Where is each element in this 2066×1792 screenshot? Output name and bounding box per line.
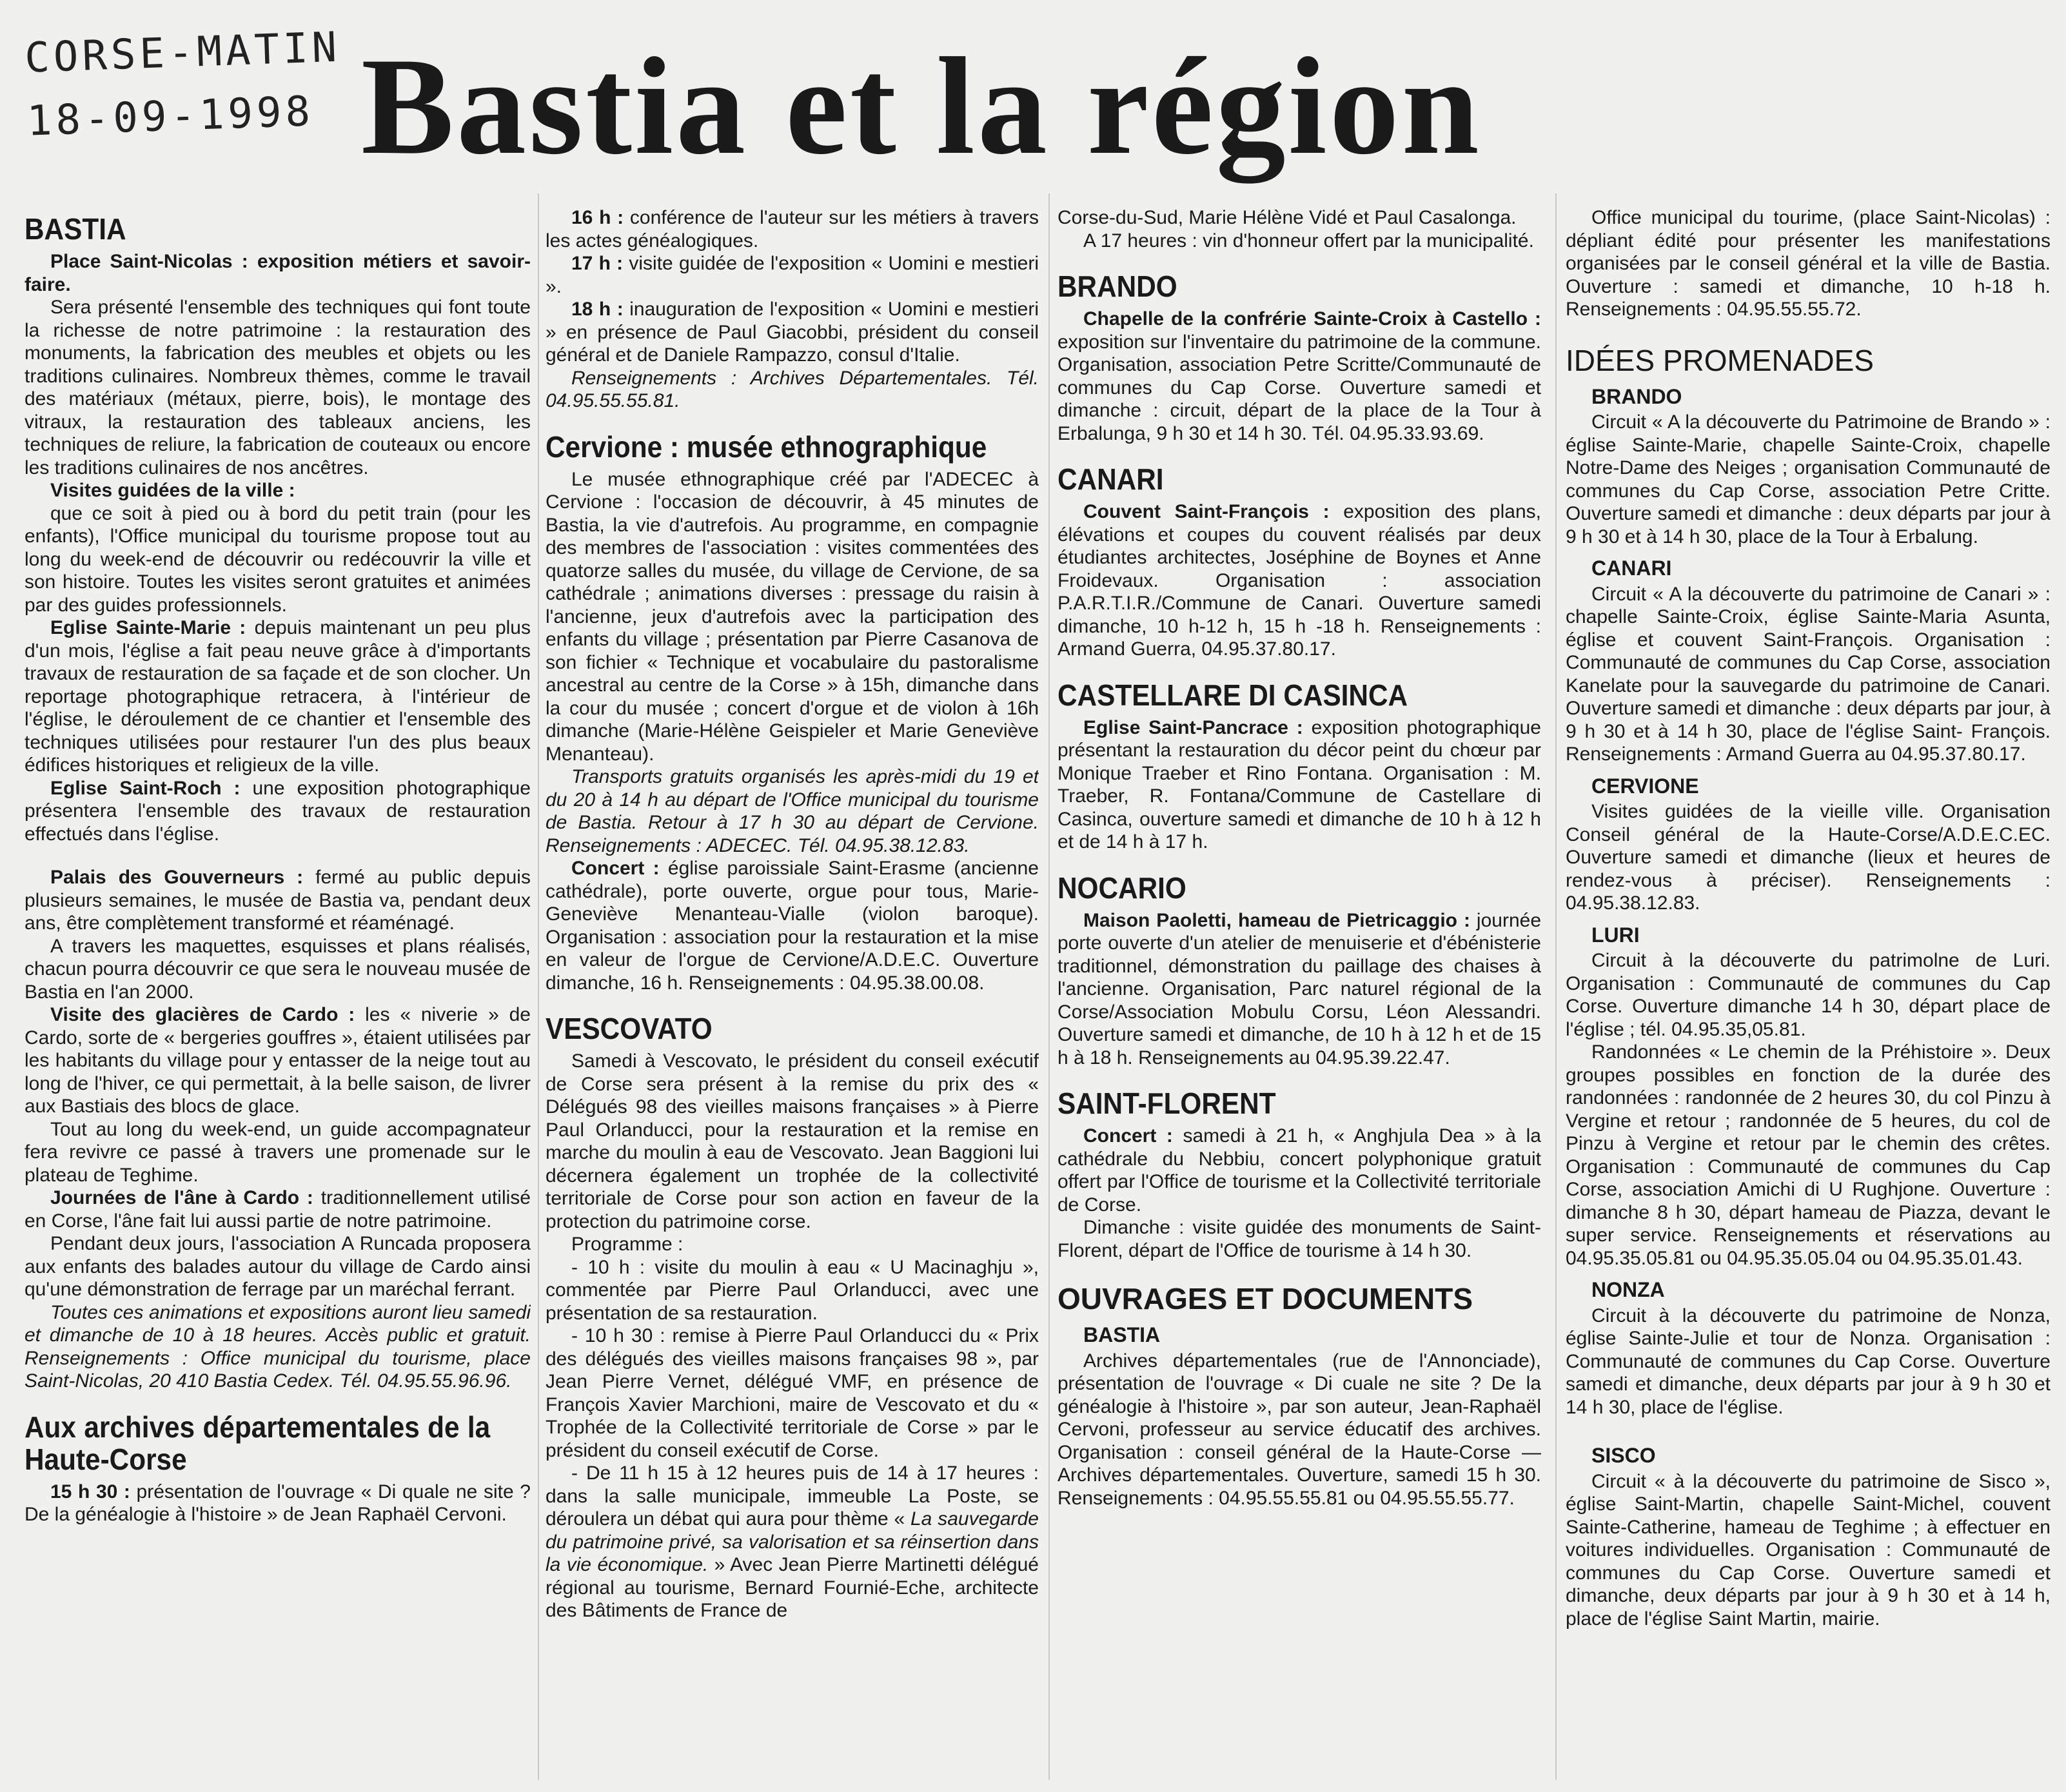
lead-in: Journées de l'âne à Cardo : (50, 1187, 313, 1208)
paragraph: Circuit « à la découverte du patrimoine de Sisco », église Saint-Martin, chapelle Saint-Michel, couvent Sainte-Catherine, hameau de Teghime ; à effectuer en voitures individuelles. Organisation : Communauté de communes du Cap Corse. Ouverture samedi et dimanche, deux départs par jour à 9 h 30 et à 14 h, place de l'église Saint Martin, mairie. (1566, 1470, 2051, 1630)
lead-in: Eglise Saint-Pancrace : (1083, 716, 1303, 738)
lead-in: 18 h : (571, 299, 624, 320)
subsection-heading: CERVIONE (1591, 774, 1699, 798)
subsection-heading: SISCO (1591, 1444, 1656, 1467)
paragraph: - De 11 h 15 à 12 heures puis de 14 à 17 heures : dans la salle municipale, immeuble La Poste, se déroulera un débat qui aura pour thème « La sauvegarde du patrimoine privé, sa valorisation et sa réinsertion dans la vie économique. » Avec Jean Pierre Martinetti délégué régional au tourisme, Bernard Fournié-Eche, architecte des Bâtiments de France de (546, 1462, 1039, 1621)
paragraph: - 10 h : visite du moulin à eau « U Macinaghju », commentée par Pierre Paul Orlanducci, avec une présentation de sa restauration. (546, 1256, 1039, 1324)
paragraph: Samedi à Vescovato, le président du conseil exécutif de Corse sera présent à la remise du prix des « Délégués 98 des vieilles maisons françaises » à Pierre Paul Orlanducci, pour la restauration et la remise en marche du moulin à eau de Vescovato. Jean Baggioni lui décernera également un trophée de la collectivité territoriale de Corse pour son action en faveur de la protection du patrimoine corse. (546, 1050, 1039, 1232)
section-heading: NOCARIO (1058, 871, 1186, 905)
lead-in: Couvent Saint-François : (1083, 501, 1330, 522)
section-heading: SAINT-FLORENT (1058, 1087, 1276, 1120)
lead-in: Place Saint-Nicolas : exposition métiers et savoir-faire. (25, 251, 531, 295)
lead-in: Visite des glacières de Cardo : (50, 1004, 355, 1025)
subsection-heading: LURI (1591, 923, 1640, 947)
paragraph: A travers les maquettes, esquisses et plans réalisés, chacun pourra découvrir ce que sera le nouveau musée de Bastia en l'an 2000. (25, 935, 531, 1003)
lead-in: Eglise Sainte-Marie : (50, 617, 246, 638)
paragraph (25, 250, 531, 296)
paragraph: Tout au long du week-end, un guide accompagnateur fera revivre ce passé à travers une promenade sur le plateau de Teghime. (25, 1118, 531, 1186)
subsection-heading: BASTIA (1083, 1323, 1161, 1346)
section-heading: BRANDO (1058, 270, 1177, 303)
lead-in: Maison Paoletti, hameau de Pietricaggio : (1083, 909, 1470, 931)
paragraph: que ce soit à pied ou à bord du petit train (pour les enfants), l'Office municipal du tourisme propose tout au long du week-end de découvrir ou redécouvrir la ville et son histoire. Toutes les visites seront gratuites et animées par des guides professionnels. (25, 502, 531, 616)
paragraph: A 17 heures : vin d'honneur offert par la municipalité. (1083, 230, 1534, 251)
lead-in: Concert : (1083, 1125, 1173, 1147)
lead-in: Concert : (571, 858, 660, 879)
section-heading: OUVRAGES ET DOCUMENTS (1058, 1282, 1473, 1315)
paragraph: Concert : samedi à 21 h, « Anghjula Dea » à la cathédrale du Nebbiu, concert polyphonique gratuit offert par l'Office de tourisme et la Collectivité territoriale de Corse. (1058, 1125, 1541, 1216)
paragraph: Randonnées « Le chemin de la Préhistoire ». Deux groupes possibles en fonction de la durée des randonnées : randonnée de 2 heures 30, du col Pinzu à Vergine et retour ; randonnée de 5 heures, du col de Pinzu à Vergine et retour par le chemin des crêtes. Organisation : Communauté de communes du Cap Corse, association Amichi di U Rughjone. Ouverture : dimanche 8 h 30, départ hameau de Piazza, devant le super service. Renseignements et réservations au 04.95.35.05.81 ou 04.95.35.05.04 ou 04.95.35.01.43. (1566, 1041, 2051, 1269)
lead-in: Chapelle de la confrérie Sainte-Croix à Castello : (1083, 308, 1541, 330)
paragraph: Chapelle de la confrérie Sainte-Croix à Castello : exposition sur l'inventaire du patrimoine de la commune. Organisation, association Petre Scritte/Communauté de communes du Cap Corse. Ouverture samedi et dimanche : circuit, départ de la place de la Tour à Erbalunga, 9 h 30 et 14 h 30. Tél. 04.95.33.93.69. (1058, 308, 1541, 444)
paragraph: Journées de l'âne à Cardo : traditionnellement utilisé en Corse, l'âne fait lui aussi partie de notre patrimoine. (25, 1187, 531, 1232)
paragraph: Couvent Saint-François : exposition des plans, élévations et coupes du couvent réalisés par deux étudiantes architectes, Joséphine de Boynes et Anne Froidevaux. Organisation : association P.A.R.T.I.R./Commune de Canari. Ouverture samedi dimanche, 10 h-12 h, 15 h -18 h. Renseignements : Armand Guerra, 04.95.37.80.17. (1058, 501, 1541, 660)
paragraph: Visites guidées de la vieille ville. Organisation Conseil général de la Haute-Corse/A.D.E.C.EC. Ouverture samedi et dimanche (lieux et heures de rendez-vous à préciser). Renseignements : 04.95.38.12.83. (1566, 801, 2051, 914)
section-heading: CANARI (1058, 462, 1164, 496)
paragraph: Concert : église paroissiale Saint-Erasme (ancienne cathédrale), porte ouverte, orgue pour tous, Marie-Geneviève Menanteau-Vialle (violon baroque). Organisation : association pour la restauration et la mise en valeur de l'orgue de Cervione/A.D.E.C. Ouverture dimanche, 16 h. Renseignements : 04.95.38.00.08. (546, 858, 1039, 994)
paragraph: Toutes ces animations et expositions auront lieu samedi et dimanche de 10 à 18 heures. Accès public et gratuit. Renseignements : Office municipal du tourisme, place Saint-Nicolas, 20 410 Bastia Cedex. Tél. 04.95.55.96.96. (25, 1301, 531, 1392)
lead-in: Palais des Gouverneurs : (50, 867, 304, 888)
section-heading: Cervione : musée ethnographique (546, 429, 987, 464)
lead-in: 17 h : (571, 253, 624, 274)
handwritten-date: 18-09-1998 (26, 88, 315, 146)
paragraph: Corse-du-Sud, Marie Hélène Vidé et Paul Casalonga. (1058, 207, 1517, 228)
paragraph: - 10 h 30 : remise à Pierre Paul Orlanducci du « Prix des délégués des vieilles maisons françaises 98 », par Jean Pierre Vernet, délégué VMF, en présence de François Xavier Marchioni, maire de Vescovato et du « Trophée de la Collectivité territoriale de Corse » par le président du conseil exécutif de Corse. (546, 1325, 1039, 1461)
paragraph: Renseignements : Archives Départementales. Tél. 04.95.55.55.81. (546, 367, 1039, 411)
paragraph: 18 h : inauguration de l'exposition « Uomini e mestieri » en présence de Paul Giacobbi, président du conseil général et de Daniele Rampazzo, consul d'Italie. (546, 299, 1039, 366)
subsection-heading: BRANDO (1591, 384, 1682, 408)
paragraph (25, 479, 531, 502)
paragraph: 15 h 30 : présentation de l'ouvrage « Di quale ne site ? De la généalogie à l'histoire » de Jean Raphaël Cervoni. (25, 1481, 531, 1525)
paragraph: Programme : (571, 1234, 684, 1255)
paragraph: Eglise Saint-Roch : une exposition photographique présentera l'ensemble des travaux de restauration effectués dans l'église. (25, 777, 531, 845)
paragraph: Transports gratuits organisés les après-midi du 19 et du 20 à 14 h au départ de l'Office municipal du tourisme de Bastia. Retour à 17 h 30 au départ de Cervione. Renseignements : ADECEC. Tél. 04.95.38.12.83. (546, 766, 1039, 856)
paragraph: Eglise Saint-Pancrace : exposition photographique présentant la restauration du décor peint du chœur par Monique Traeber et Rino Fontana. Organisation : M. Traeber, R. Fontana/Commune de Castellare di Casinca, ouverture samedi et dimanche de 10 h à 12 h et de 14 h à 17 h. (1058, 716, 1541, 852)
section-heading: IDÉES PROMENADES (1566, 343, 1874, 377)
paragraph: Archives départementales (rue de l'Annonciade), présentation de l'ouvrage « Di cuale ne site ? De la généalogie à l'histoire », par son auteur, Jean-Raphaël Cervoni, professeur au service éducatif des archives. Organisation : conseil général de la Haute-Corse — Archives départementales. Ouverture, samedi 15 h 30. Renseignements : 04.95.55.55.81 ou 04.95.55.55.77. (1058, 1350, 1541, 1509)
lead-in: Eglise Saint-Roch : (50, 777, 241, 799)
paragraph: Maison Paoletti, hameau de Pietricaggio : journée porte ouverte d'un atelier de menuiserie et d'ébénisterie traditionnel, démonstration du paillage des chaises à l'ancienne. Organisation, Parc naturel régional de la Corse/Association Mobulu Corsu, Léon Alessandri. Ouverture samedi et dimanche, de 10 h à 12 h et de 15 h à 18 h. Renseignements au 04.95.39.22.47. (1058, 909, 1541, 1068)
article-column-3 (1058, 206, 1541, 1780)
article-column-2 (546, 206, 1039, 1780)
subsection-heading: CANARI (1591, 556, 1672, 580)
column-divider (538, 193, 539, 1780)
lead-in: 15 h 30 : (50, 1481, 130, 1502)
article-column-1 (25, 206, 531, 1780)
page-title: Bastia et la région (361, 29, 1482, 183)
column-divider (1048, 193, 1050, 1780)
paragraph: Office municipal du tourime, (place Saint-Nicolas) : dépliant édité pour présenter les manifestations organisées par le conseil général et la ville de Bastia. Ouverture : samedi et dimanche, 10 h-18 h. Renseignements : 04.95.55.55.72. (1566, 207, 2051, 320)
subsection-heading: NONZA (1591, 1278, 1665, 1301)
section-heading: Aux archives départementales de la Haute-Corse (25, 1410, 491, 1476)
paragraph: 16 h : conférence de l'auteur sur les métiers à travers les actes généalogiques. (546, 207, 1039, 251)
paragraph: Circuit « A la découverte du Patrimoine de Brando » : église Sainte-Marie, chapelle Sainte-Croix, chapelle Notre-Dame des Neiges ; organisation Communauté de communes du Cap Corse, association Petre Critte. Ouverture samedi et dimanche : deux départs par jour à 9 h 30 et à 14 h 30, place de la Tour à Erbalung. (1566, 411, 2051, 547)
paragraph: Eglise Sainte-Marie : depuis maintenant un peu plus d'un mois, l'église a fait peau neuve grâce à d'importants travaux de restauration de sa façade et de son clocher. Un reportage photographique retracera, à l'intérieur de l'église, le déroulement de ce chantier et l'ensemble des techniques utilisées pour restaurer l'un des plus beaux édifices historiques et religieux de la ville. (25, 617, 531, 776)
paragraph: Circuit « A la découverte du patrimoine de Canari » : chapelle Sainte-Croix, église Sainte-Maria Asunta, église et couvent Saint-François. Organisation : Communauté de communes du Cap Corse, association Kanelate pour la sauvegarde du patrimoine de Canari. Ouverture samedi et dimanche : deux départs par jour, à 9 h 30 et à 14 h 30, place de l'église Saint- François. Renseignements : Armand Guerra au 04.95.37.80.17. (1566, 583, 2051, 765)
column-divider (1555, 193, 1557, 1780)
paragraph: Palais des Gouverneurs : fermé au public depuis plusieurs semaines, le musée de Bastia va, pendant deux ans, être complètement transformé et réaménagé. (25, 867, 531, 934)
paragraph: 17 h : visite guidée de l'exposition « Uomini e mestieri ». (546, 253, 1039, 297)
paragraph: Circuit à la découverte du patrimoine de Nonza, église Sainte-Julie et tour de Nonza. Organisation : Communauté de communes du Cap Corse. Ouverture samedi et dimanche, deux départs par jour à 9 h 30 et 14 h 30, place de l'église. (1566, 1305, 2051, 1418)
lead-in: Visites guidées de la ville : (50, 480, 295, 501)
paragraph: Sera présenté l'ensemble des techniques qui font toute la richesse de notre patrimoine : la restauration des monuments, la fabrication des meubles et objets ou les traditions culinaires. Nombreux thèmes, comme le travail des matériaux (métaux, pierre, bois), le montage des vitraux, la restauration des tableaux anciens, les techniques de reliure, la fabrication de couteaux ou encore les traditions culinaires de nos ancêtres. (25, 297, 531, 478)
paragraph: Visite des glacières de Cardo : les « niverie » de Cardo, sorte de « bergeries gouffres », étaient utilisées par les habitants du village pour y entasser de la neige tout au long de l'hiver, ce qui permettait, à la belle saison, de livrer aux Bastiais des blocs de glace. (25, 1004, 531, 1117)
paragraph: Circuit à la découverte du patrimolne de Luri. Organisation : Communauté de communes du Cap Corse. Ouverture dimanche 14 h 30, départ place de l'église ; tél. 04.95.35,05.81. (1566, 950, 2051, 1040)
paragraph: Le musée ethnographique créé par l'ADECEC à Cervione : l'occasion de découvrir, à 45 minutes de Bastia, la vie d'autrefois. Au programme, en compagnie des membres de l'association : visites commentées des quatorze salles du musée, du village de Cervione, de sa cathédrale ; animations diverses : pressage du raisin à l'ancienne, jeux d'autrefois avec la participation des enfants du village ; présentation par Pierre Casanova de son fichier « Technique et vocabulaire du pastoralisme ancestral au centre de la Corse » à 15h, dimanche dans la cour du musée ; concert d'orgue et de violon à 16h dimanche (Marie-Hélène Geispieler et Marie Geneviève Menanteau). (546, 468, 1039, 765)
paragraph: Dimanche : visite guidée des monuments de Saint-Florent, départ de l'Office de tourisme à 14 h 30. (1058, 1217, 1541, 1261)
article-column-4 (1566, 206, 2051, 1780)
section-heading: CASTELLARE DI CASINCA (1058, 678, 1408, 712)
handwritten-annotation (24, 17, 342, 153)
handwritten-source: CORSE-MATIN (24, 23, 342, 83)
lead-in: 16 h : (571, 207, 624, 228)
paragraph: Pendant deux jours, l'association A Runcada proposera aux enfants des balades autour du village de Cardo ainsi qu'une démonstration de ferrage par un maréchal ferrant. (25, 1233, 531, 1300)
section-heading: VESCOVATO (546, 1012, 713, 1045)
section-heading: BASTIA (25, 212, 126, 246)
